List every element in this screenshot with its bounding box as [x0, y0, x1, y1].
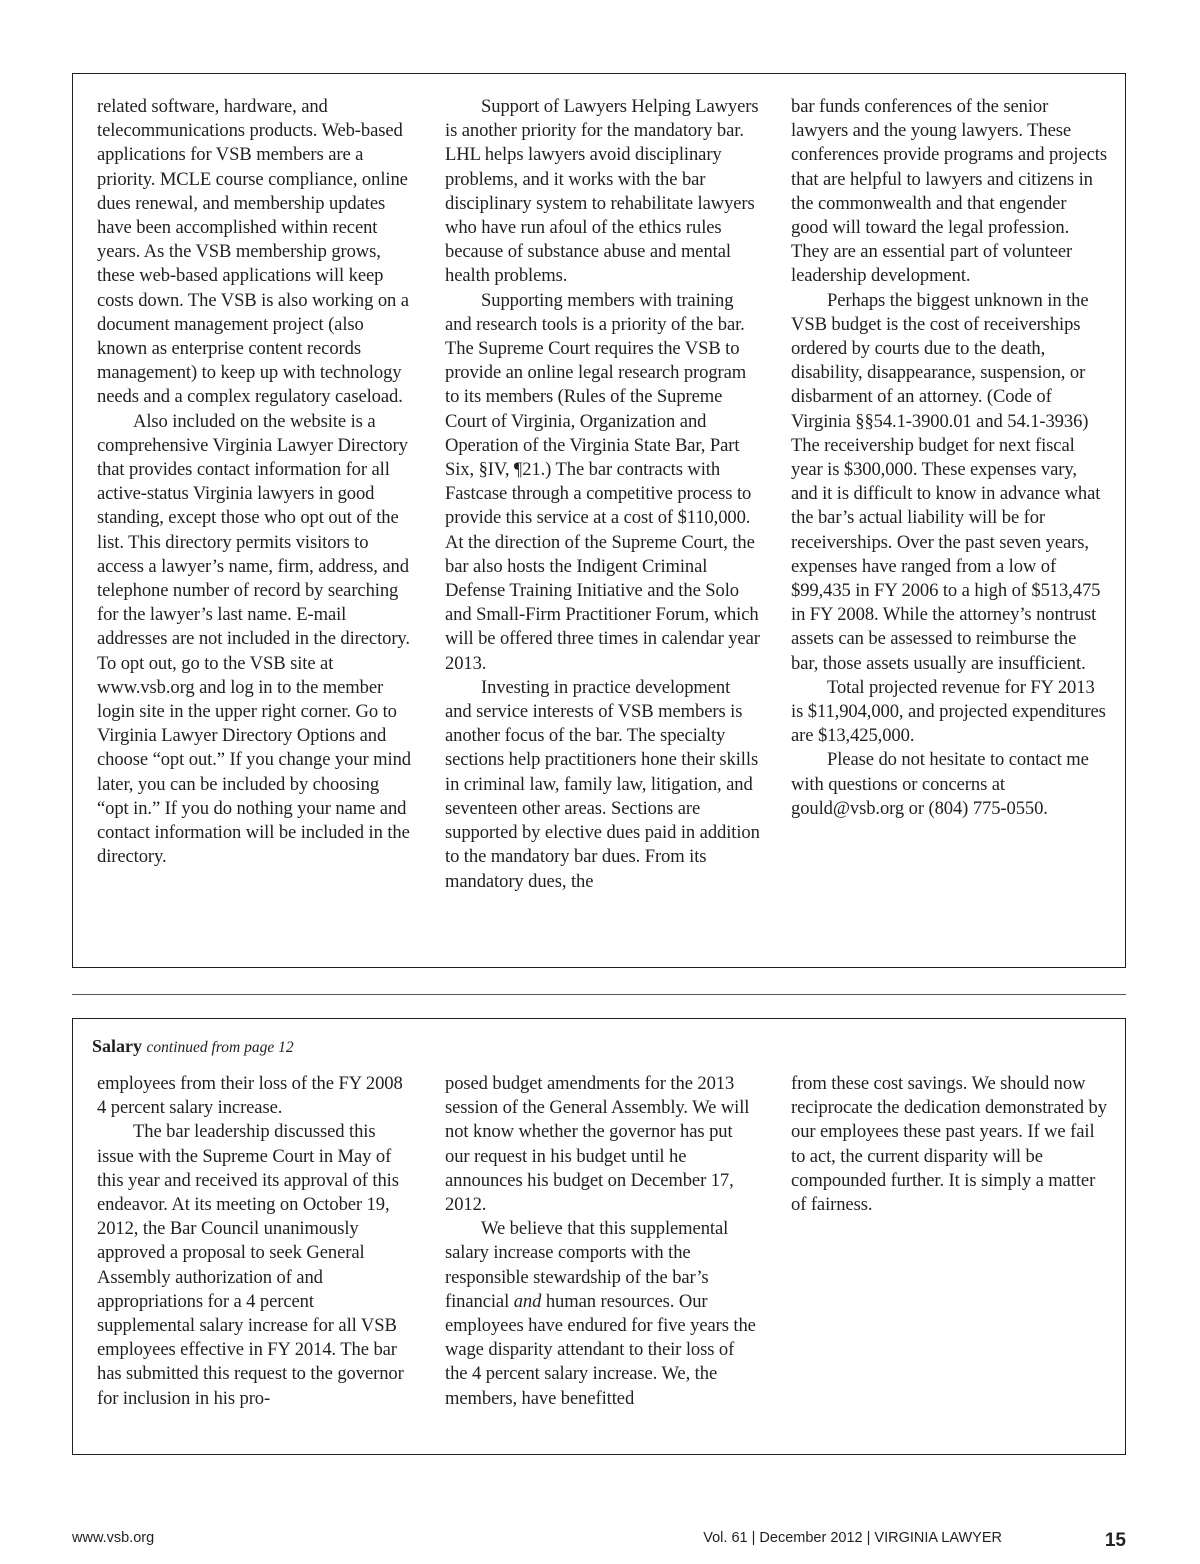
paragraph-text: We believe that this supplemental salary increase comports with the responsible stewardship of the bar’s financial — [445, 1218, 729, 1312]
page-number: 15 — [1104, 1530, 1126, 1551]
top-column-2 — [445, 95, 761, 894]
salary-column-3 — [791, 1072, 1107, 1217]
top-article-box — [72, 73, 1126, 968]
paragraph: Investing in practice development and service interests of VSB members is another focus of the bar. The specialty sections help practitioners hone their skills in criminal law, family law, litigation, and seventeen other areas. Sections are supported by elective dues paid in addition to the mandatory bar dues. From its mandatory dues, the — [445, 676, 760, 892]
top-column-3 — [791, 95, 1107, 821]
footer-website: www.vsb.org — [72, 1530, 155, 1546]
top-column-1 — [97, 95, 413, 870]
kicker-continued-note: continued from page 12 — [146, 1039, 294, 1056]
paragraph: from these cost savings. We should now reciprocate the dedication demonstrated by our employees these past years. If we fail to act, the current disparity will be compounded further. It is simply a matter of fairness. — [791, 1073, 1107, 1216]
paragraph: Total projected revenue for FY 2013 is $11,904,000, and projected expenditures are $13,425,000. — [791, 676, 1106, 747]
paragraph: employees from their loss of the FY 2008 4 percent salary increase. — [97, 1073, 403, 1119]
paragraph — [445, 1217, 761, 1411]
paragraph: posed budget amendments for the 2013 session of the General Assembly. We will not know whether the governor has put our request in his budget until he announces his budget on December 17, 2012. — [445, 1073, 750, 1216]
continued-kicker — [92, 1035, 294, 1059]
paragraph: bar funds conferences of the senior lawyers and the young lawyers. These conferences provide programs and projects that are helpful to lawyers and citizens in the commonwealth and that engender good will toward the legal profession. They are an essential part of volunteer leadership development. — [791, 96, 1107, 287]
paragraph: Supporting members with training and research tools is a priority of the bar. The Supreme Court requires the VSB to provide an online legal research program to its members (Rules of the Supreme Court of Virginia, Organization and Operation of the Virginia State Bar, Part Six, §IV, ¶21.) The bar contracts with Fastcase through a competitive process to provide this service at a cost of $110,000. At the direction of the Supreme Court, the bar also hosts the Indigent Criminal Defense Training Initiative and the Solo and Small-Firm Practitioner Forum, which will be offered three times in calendar year 2013. — [445, 289, 760, 674]
salary-column-1 — [97, 1072, 413, 1411]
footer-issue-info: Vol. 61 | December 2012 | VIRGINIA LAWYER — [703, 1530, 1002, 1546]
paragraph: The bar leadership discussed this issue with the Supreme Court in May of this year and received its approval of this endeavor. At its meeting on October 19, 2012, the Bar Council unanimously approved a proposal to seek General Assembly authorization of and appropriations for a 4 percent supplemental salary increase for all VSB employees effective in FY 2014. The bar has submitted this request to the governor for inclusion in his pro- — [97, 1121, 404, 1409]
paragraph-text: human resources. Our employees have endured for five years the wage disparity attendant to their loss of the 4 percent salary increase. We, the members, have benefitted — [445, 1290, 756, 1409]
section-divider — [72, 994, 1126, 995]
paragraph: related software, hardware, and telecommunications products. Web-based applications for VSB members are a priority. MCLE course compliance, online dues renewal, and membership updates have been accomplished within recent years. As the VSB membership grows, these web-based applications will keep costs down. The VSB is also working on a document management project (also known as enterprise content records management) to keep up with technology needs and a complex regulatory caseload. — [97, 96, 409, 408]
paragraph: Support of Lawyers Helping Lawyers is another priority for the mandatory bar. LHL helps lawyers avoid disciplinary problems, and it works with the bar disciplinary system to rehabilitate lawyers who have run afoul of the ethics rules because of substance abuse and mental health problems. — [445, 96, 759, 287]
salary-column-2 — [445, 1072, 761, 1411]
salary-article-box — [72, 1018, 1126, 1455]
paragraph: Perhaps the biggest unknown in the VSB budget is the cost of receiverships ordered by courts due to the death, disability, disappearance, suspension, or disbarment of an attorney. (Code of Virginia §§54.1-3900.01 and 54.1-3936) The receivership budget for next fiscal year is $300,000. These expenses vary, and it is difficult to know in advance what the bar’s actual liability will be for receiverships. Over the past seven years, expenses have ranged from a low of $99,435 in FY 2006 to a high of $513,475 in FY 2008. While the attorney’s nontrust assets can be assessed to reimburse the bar, those assets usually are insufficient. — [791, 289, 1101, 674]
paragraph: Please do not hesitate to contact me with questions or concerns at gould@vsb.org or (804) 775-0550. — [791, 749, 1089, 819]
kicker-title: Salary — [92, 1036, 143, 1056]
paragraph: Also included on the website is a comprehensive Virginia Lawyer Directory that provides contact information for all active-status Virginia lawyers in good standing, except those who opt out of the list. This directory permits visitors to access a lawyer’s name, firm, address, and telephone number of record by searching for the lawyer’s last name. E-mail addresses are not included in the directory. To opt out, go to the VSB site at www.vsb.org and log in to the member login site in the upper right corner. Go to Virginia Lawyer Directory Options and choose “opt out.” If you change your mind later, you can be included by choosing “opt in.” If you do nothing your name and contact information will be included in the directory. — [97, 410, 411, 868]
emphasis-text: and — [513, 1290, 542, 1312]
